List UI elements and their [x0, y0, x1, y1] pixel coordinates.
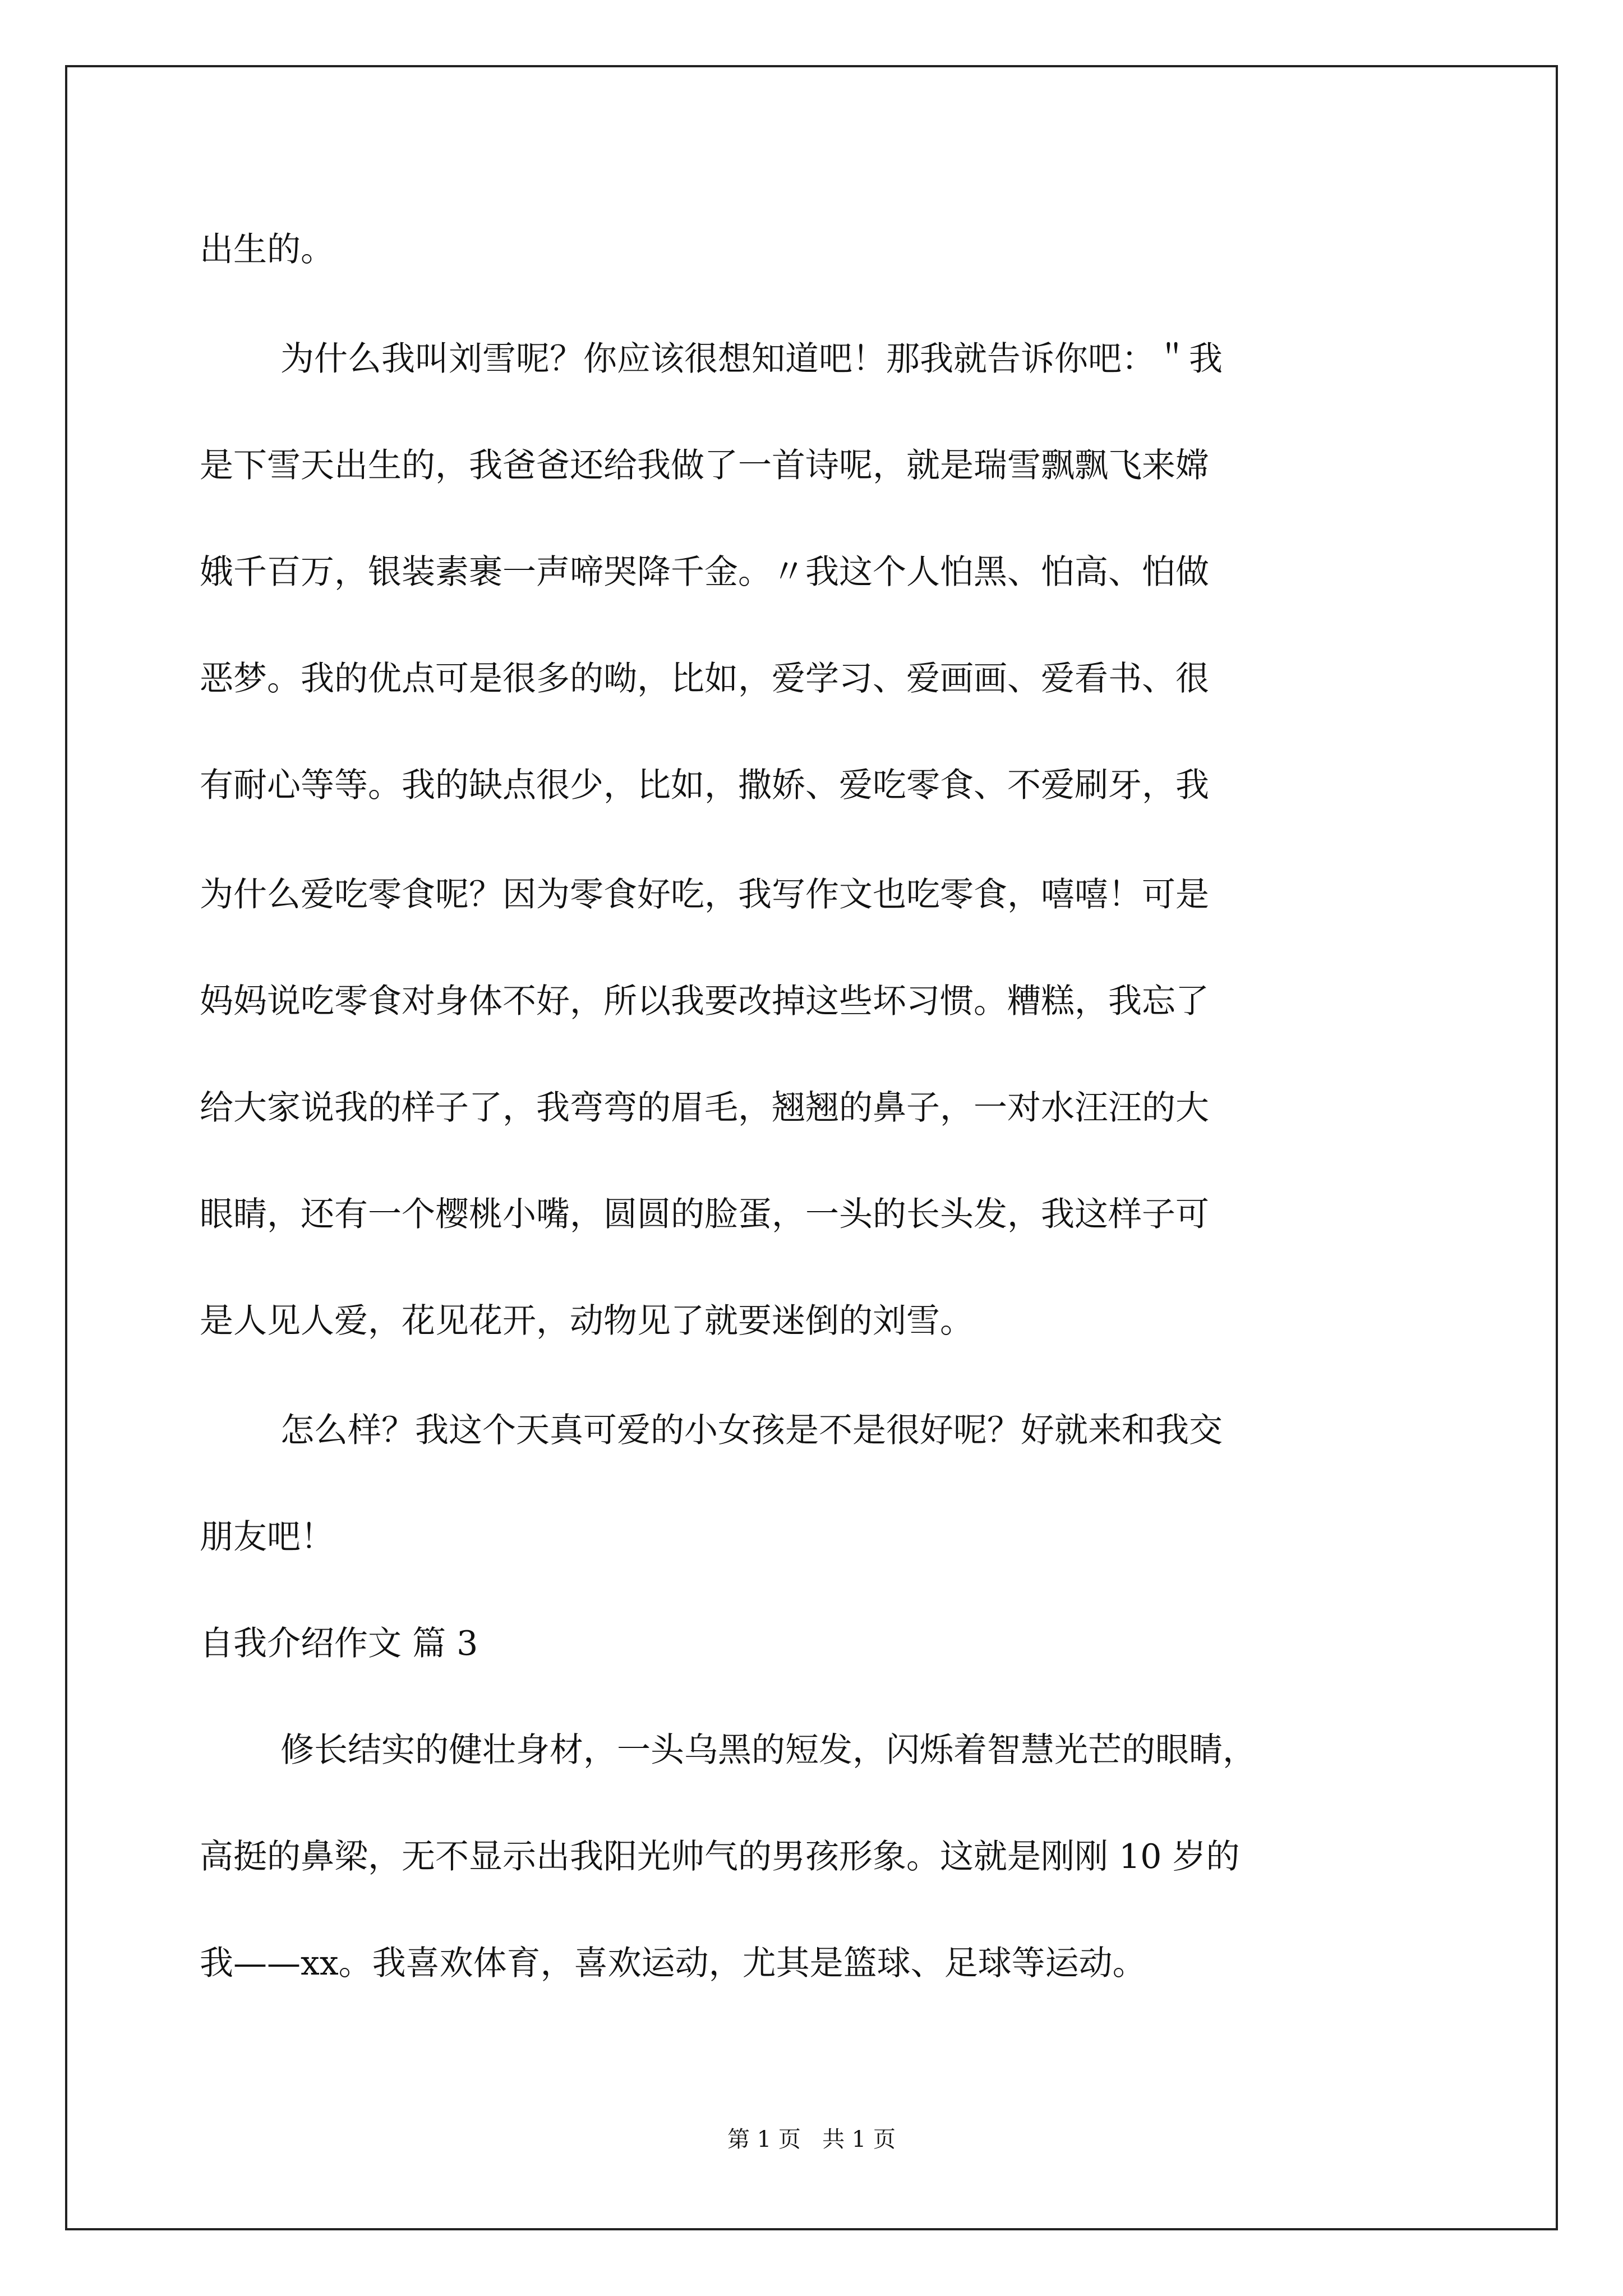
paragraph-first-line: 怎么样？我这个天真可爱的小女孩是不是很好呢？好就来和我交 [280, 1411, 1223, 1450]
text-line: 是人见人爱，花见花开，动物见了就要迷倒的刘雪。 [200, 1301, 974, 1341]
text-line: 为什么爱吃零食呢？因为零食好吃，我写作文也吃零食，嘻嘻！可是 [200, 875, 1209, 914]
paragraph-first-line: 为什么我叫刘雪呢？你应该很想知道吧！那我就告诉你吧：＂我 [280, 339, 1223, 379]
text-line: 出生的。 [200, 230, 334, 269]
text-line: 是下雪天出生的，我爸爸还给我做了一首诗呢，就是瑞雪飘飘飞来嫦 [200, 446, 1209, 485]
section-heading: 自我介绍作文 篇 3 [200, 1624, 478, 1663]
text-line: 高挺的鼻梁，无不显示出我阳光帅气的男孩形象。这就是刚刚 10 岁的 [200, 1837, 1240, 1876]
text-line: 朋友吧！ [200, 1517, 334, 1557]
text-line: 妈妈说吃零食对身体不好，所以我要改掉这些坏习惯。糟糕，我忘了 [200, 982, 1209, 1021]
text-line: 娥千百万，银装素裹一声啼哭降千金。〃我这个人怕黑、怕高、怕做 [200, 553, 1209, 592]
text-line: 给大家说我的样子了，我弯弯的眉毛，翘翘的鼻子，一对水汪汪的大 [200, 1088, 1209, 1128]
page-border [65, 65, 1558, 2230]
text-line: 恶梦。我的优点可是很多的呦，比如，爱学习、爱画画、爱看书、很 [200, 659, 1209, 698]
text-line: 我——xx。我喜欢体育，喜欢运动，尤其是篮球、足球等运动。 [200, 1944, 1146, 1983]
text-line: 有耐心等等。我的缺点很少，比如，撒娇、爱吃零食、不爱刷牙，我 [200, 766, 1209, 805]
page-footer: 第 1 页 共 1 页 [727, 2127, 896, 2152]
paragraph-first-line: 修长结实的健壮身材，一头乌黑的短发，闪烁着智慧光芒的眼睛， [280, 1731, 1256, 1770]
text-line: 眼睛，还有一个樱桃小嘴，圆圆的脸蛋，一头的长头发，我这样子可 [200, 1195, 1209, 1234]
